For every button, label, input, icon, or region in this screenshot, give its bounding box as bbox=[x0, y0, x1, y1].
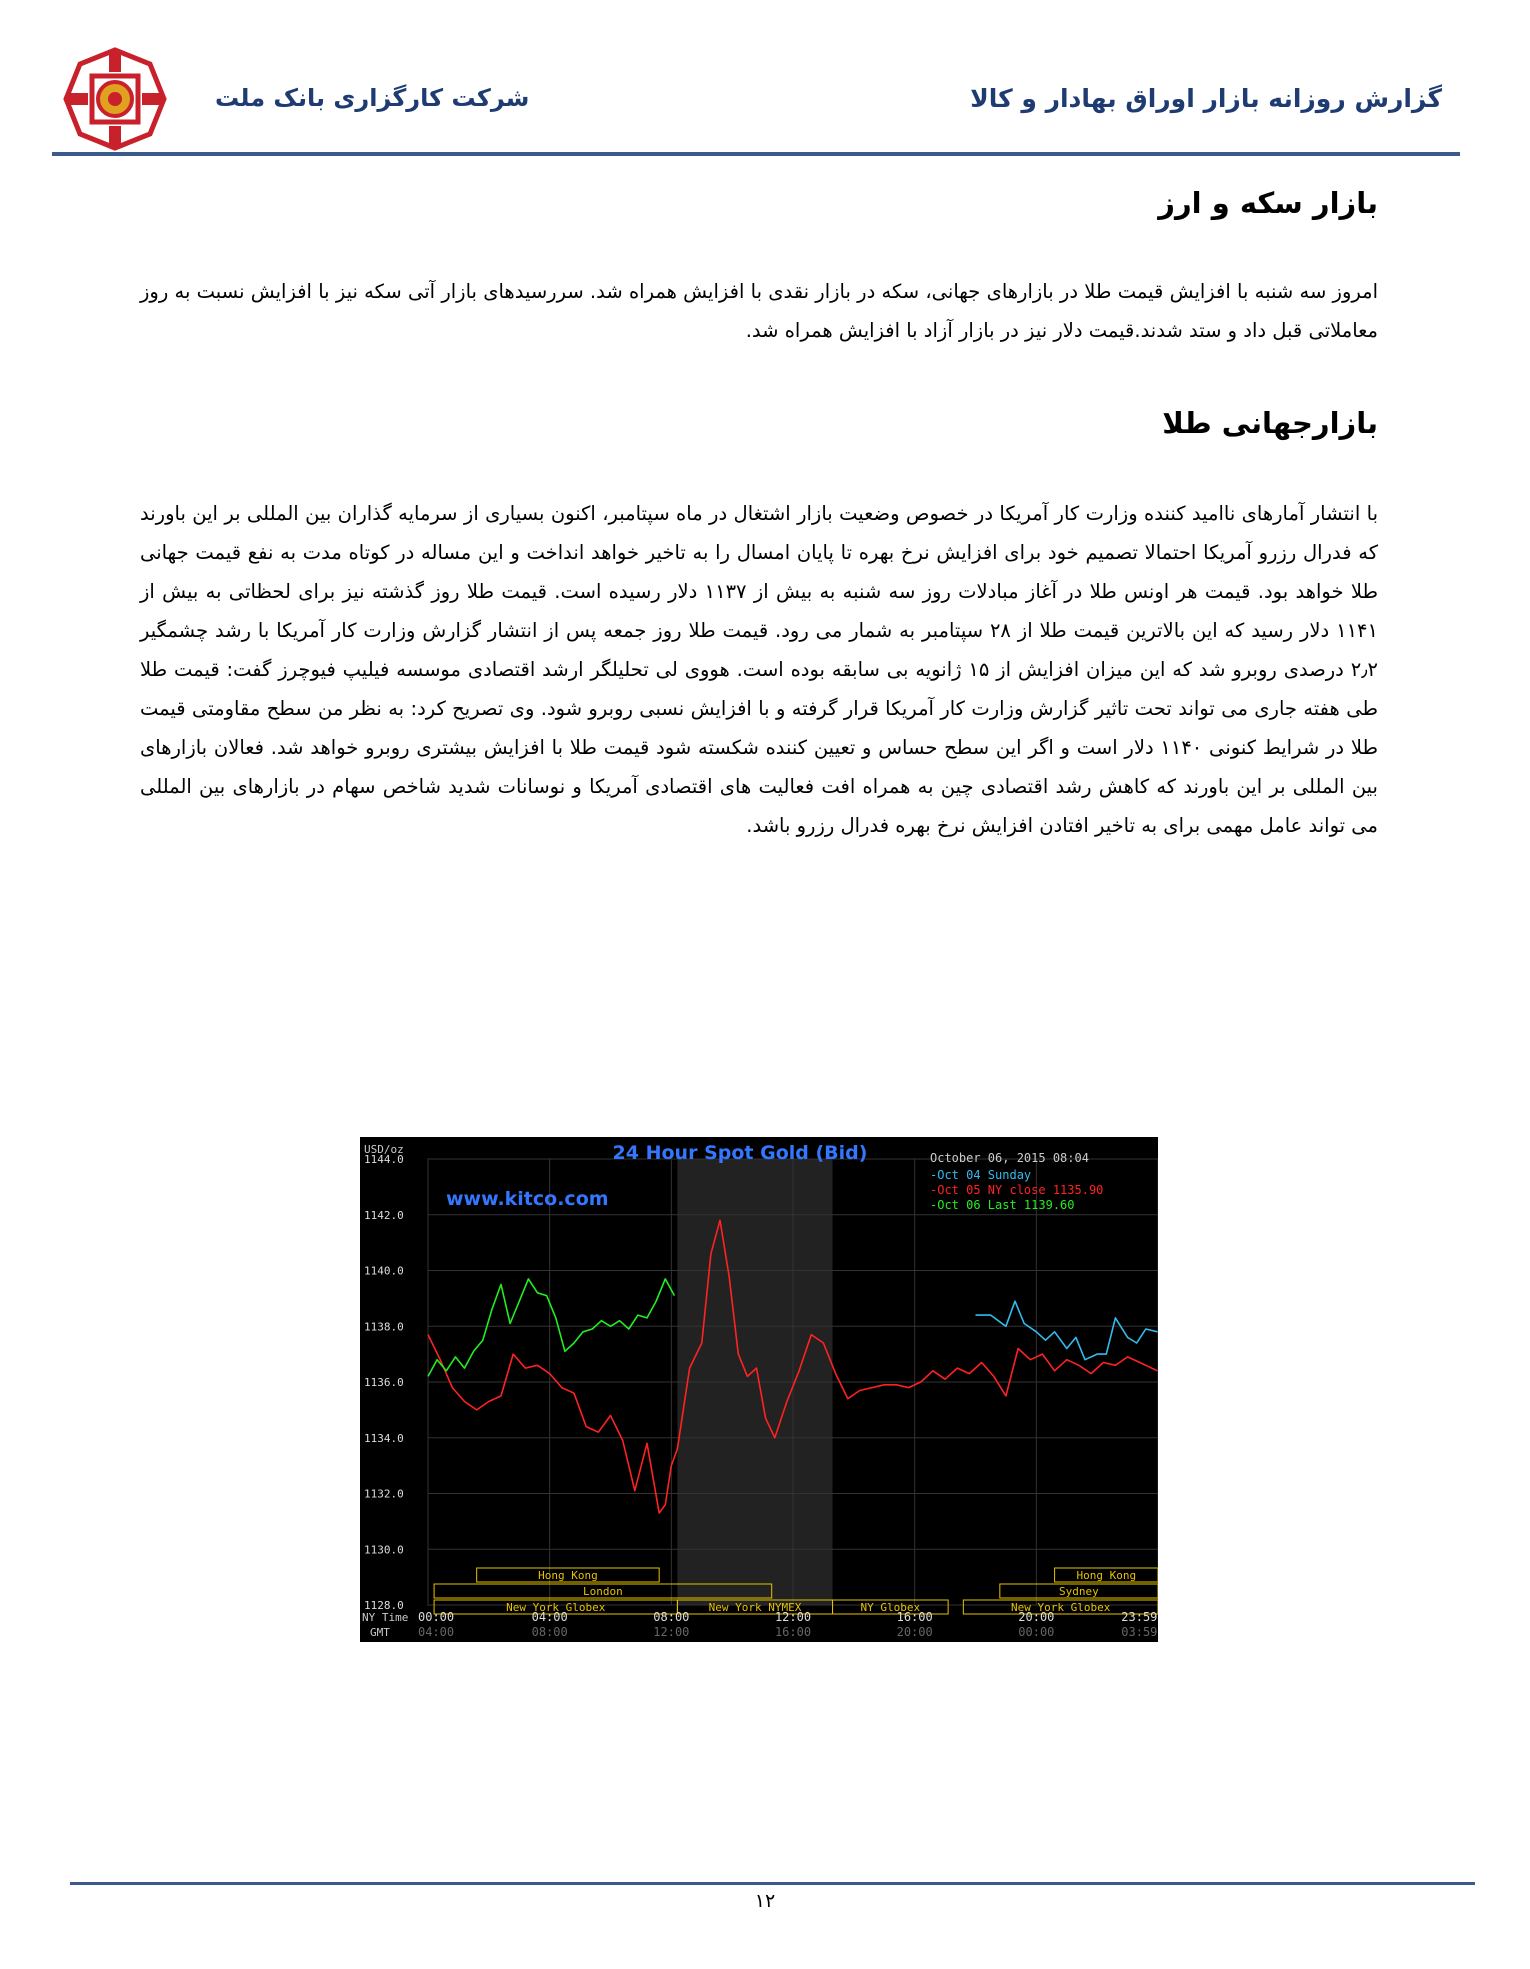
x-tick-label-ny: 23:59 bbox=[1121, 1610, 1158, 1624]
session-hongkong-1-label: Hong Kong bbox=[538, 1569, 598, 1582]
chart-watermark: www.kitco.com bbox=[446, 1188, 609, 1210]
chart-timestamp: October 06, 2015 08:04 bbox=[930, 1151, 1089, 1165]
x-tick-label-ny: 00:00 bbox=[418, 1610, 455, 1624]
x-axis-label-gmt: GMT bbox=[370, 1626, 390, 1639]
company-logo bbox=[62, 46, 168, 152]
y-tick-label: 1142.0 bbox=[364, 1208, 404, 1222]
x-tick-label-ny: 16:00 bbox=[896, 1610, 933, 1624]
x-tick-label-gmt: 00:00 bbox=[1018, 1625, 1055, 1639]
session-sydney-label: Sydney bbox=[1059, 1585, 1099, 1598]
section-heading-coin-currency: بازار سکه و ارز bbox=[1158, 186, 1378, 220]
session-ny-globex-1-label: New York Globex bbox=[506, 1601, 606, 1614]
y-tick-label: 1136.0 bbox=[364, 1376, 404, 1389]
session-hongkong-2-label: Hong Kong bbox=[1076, 1569, 1137, 1582]
x-tick-label-gmt: 03:59 bbox=[1121, 1625, 1158, 1639]
x-tick-label-ny: 08:00 bbox=[653, 1610, 690, 1624]
x-axis-label-ny: NY Time bbox=[362, 1611, 409, 1624]
section-paragraph-coin-currency: امروز سه شنبه با افزایش قیمت طلا در بازارهای جهانی، سکه در بازار نقدی با افزایش همراه شد. سررسیدهای بازار آتی سکه نیز با افزایش نسبت به روز معاملاتی قبل داد و ستد شدند.قیمت دلار نیز در بازار آزاد با افزایش همراه شد. bbox=[140, 280, 1378, 342]
y-tick-label: 1138.0 bbox=[364, 1320, 404, 1334]
y-tick-label: 1144.0 bbox=[364, 1153, 404, 1166]
x-tick-label-ny: 04:00 bbox=[531, 1610, 568, 1624]
y-tick-label: 1134.0 bbox=[364, 1431, 404, 1445]
legend-oct04: -Oct 04 Sunday bbox=[930, 1168, 1032, 1182]
legend-oct06: -Oct 06 Last 1139.60 bbox=[930, 1198, 1075, 1212]
page-number: ۱۲ bbox=[754, 1890, 776, 1912]
session-london-label: London bbox=[583, 1585, 623, 1598]
x-tick-label-gmt: 04:00 bbox=[418, 1625, 455, 1639]
y-tick-label: 1130.0 bbox=[364, 1543, 404, 1557]
x-tick-label-gmt: 16:00 bbox=[774, 1625, 812, 1639]
legend-oct05: -Oct 05 NY close 1135.90 bbox=[930, 1183, 1104, 1197]
section-heading-global-gold: بازارجهانی طلا bbox=[1162, 406, 1378, 440]
session-ny-globex-2-label: NY Globex bbox=[860, 1601, 921, 1614]
chart-unit-label: USD/oz bbox=[364, 1143, 404, 1156]
x-tick-label-gmt: 08:00 bbox=[531, 1625, 568, 1639]
report-title: گزارش روزانه بازار اوراق بهادار و کالا bbox=[970, 84, 1442, 113]
footer-divider bbox=[70, 1882, 1475, 1885]
x-tick-label-ny: 20:00 bbox=[1018, 1610, 1055, 1624]
session-ny-nymex-label: New York NYMEX bbox=[708, 1601, 802, 1614]
company-name: شرکت کارگزاری بانک ملت bbox=[215, 84, 530, 112]
header-divider bbox=[52, 152, 1460, 156]
y-tick-label: 1128.0 bbox=[364, 1599, 404, 1612]
gold-chart-svg bbox=[360, 1137, 1158, 1642]
chart-title: 24 Hour Spot Gold (Bid) bbox=[612, 1142, 868, 1164]
session-ny-globex-3-label: New York Globex bbox=[1010, 1601, 1111, 1614]
y-tick-label: 1132.0 bbox=[364, 1487, 404, 1501]
x-tick-label-gmt: 12:00 bbox=[653, 1625, 690, 1639]
section-paragraph-global-gold: با انتشار آمارهای ناامید کننده وزارت کار آمریکا در خصوص وضعیت بازار اشتغال در ماه سپتامبر، اکنون بسیاری از سرمایه گذاران بین المللی بر این باورند که فدرال رزرو آمریکا احتمالا تصمیم خود برای افزایش نرخ بهره تا پایان امسال را به تاخیر خواهد انداخت و این مساله در کوتاه مدت به نفع قیمت جهانی طلا خواهد بود. قیمت هر اونس طلا در آغاز مبادلات روز سه شنبه به بیش از ۱۱۳۷ دلار رسیده است. قیمت طلا روز گذشته نیز برای لحظاتی به بیش از ۱۱۴۱ دلار رسید که این بالاترین قیمت طلا از ۲۸ سپتامبر به شمار می رود. قیمت طلا روز جمعه پس از انتشار گزارش وزارت کار آمریکا با رشد چشمگیر ۲٫۲ درصدی روبرو شد که این میزان افزایش از ۱۵ ژانویه بی سابقه بوده است. هووی لی تحلیلگر ارشد اقتصادی موسسه فیلیپ فیوچرز گفت: قیمت طلا طی هفته جاری می تواند تحت تاثیر گزارش وزارت کار آمریکا قرار گرفته و با افزایش نسبی روبرو شود. وی تصریح کرد: به نظر من سطح مقاومتی قیمت طلا در شرایط کنونی ۱۱۴۰ دلار است و اگر این سطح حساس و تعیین کننده شکسته شود قیمت طلا با افزایش بیشتری روبرو خواهد شد. فعالان بازارهای بین المللی بر این باورند که کاهش رشد اقتصادی چین به همراه افت فعالیت های اقتصادی آمریکا و نوسانات شدید شاخص سهام در بازارهای بین المللی می تواند عامل مهمی برای به تاخیر افتادن افزایش نرخ بهره فدرال رزرو باشد. bbox=[140, 502, 1379, 837]
y-tick-label: 1140.0 bbox=[364, 1264, 404, 1278]
x-tick-label-gmt: 20:00 bbox=[896, 1625, 933, 1639]
gold-price-chart bbox=[360, 1137, 1158, 1642]
x-tick-label-ny: 12:00 bbox=[774, 1610, 812, 1624]
